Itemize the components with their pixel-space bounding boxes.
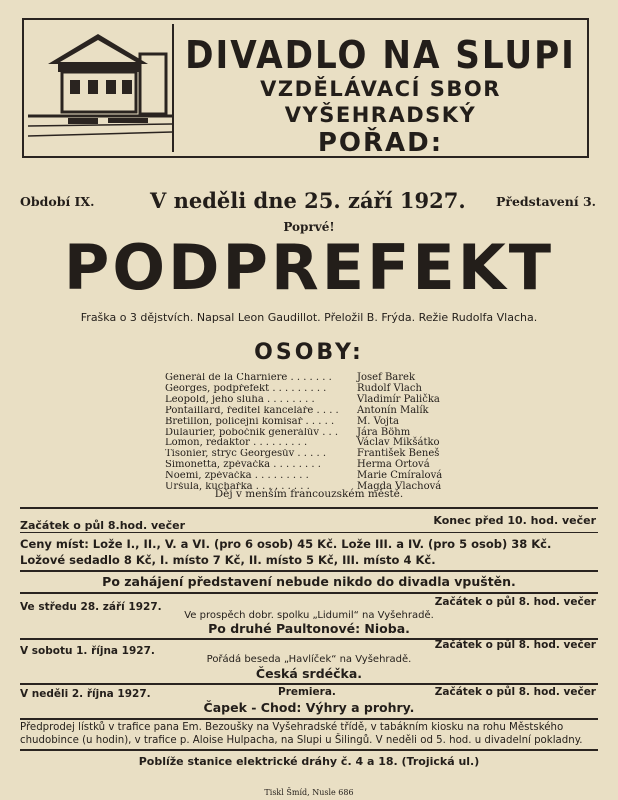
divider xyxy=(20,718,598,720)
cast-role: Dulaurier, pobočník generálův . . . xyxy=(165,427,339,438)
season-label: Období IX. xyxy=(20,194,95,209)
tram-info: Poblíže stanice elektrické dráhy č. 4 a 18. (Trojická ul.) xyxy=(138,755,480,768)
divider xyxy=(20,749,598,751)
cast-actor: Magda Vlachová xyxy=(357,481,442,493)
cast-heading: OSOBY: xyxy=(254,340,364,365)
cast-row xyxy=(165,417,465,428)
event-date: V sobotu 1. října 1927. xyxy=(20,645,155,657)
start-time: Začátek o půl 8.hod. večer xyxy=(20,519,186,532)
cast-role: Lomon, redaktor . . . . . . . . . xyxy=(165,438,308,449)
header-text xyxy=(174,20,587,156)
cast-actor: Vladimír Palička xyxy=(357,393,440,405)
event-note: Pořádá beseda „Havlíček“ na Vyšehradě. xyxy=(206,654,412,665)
cast-role: Georges, podpřefekt . . . . . . . . . xyxy=(165,383,327,394)
theater-name: DIVADLO NA SLUPI xyxy=(185,33,576,77)
event-title: Po druhé Paultonové: Nioba. xyxy=(208,621,410,636)
cast-role: Simonetta, zpěvačka . . . . . . . . xyxy=(165,460,321,471)
cast-role: Tisonier, strýc Georgesův . . . . . xyxy=(165,449,327,460)
cast-role: Generál de la Charniere . . . . . . . xyxy=(165,373,332,383)
cast-actor: Rudolf Vlach xyxy=(357,382,422,394)
event-title: Čapek - Chod: Výhry a prohry. xyxy=(203,700,415,715)
cast-actor: M. Vojta xyxy=(357,415,400,427)
theater-building-illustration xyxy=(28,24,174,152)
no-entry-notice: Po zahájení představení nebude nikdo do divadla vpuštěn. xyxy=(102,574,516,589)
event-title: Česká srdéčka. xyxy=(255,666,363,681)
cast-actor: Marie Cmíralová xyxy=(357,470,443,482)
premiere-label: Poprvé! xyxy=(283,220,335,234)
cast-role: Noemi, zpěvačka . . . . . . . . . xyxy=(165,471,309,482)
event-time: Začátek o půl 8. hod. večer xyxy=(434,686,596,698)
divider xyxy=(20,570,598,572)
premiere-tag: Premiera. xyxy=(278,686,336,698)
event-note: Ve prospěch dobr. spolku „Lidumil“ na Vyšehradě. xyxy=(184,610,434,621)
event-date: Ve středu 28. září 1927. xyxy=(20,601,162,613)
cast-actor: Herma Ortová xyxy=(357,459,430,471)
cast-actor: Josef Barek xyxy=(357,372,416,383)
cast-role: Pontaillard, ředitel kanceláře . . . . xyxy=(165,405,339,416)
cast-row xyxy=(165,406,465,417)
organization-name: VZDĚLÁVACÍ SBOR VYŠEHRADSKÝ xyxy=(260,77,501,127)
performance-number: Představení 3. xyxy=(495,194,596,209)
end-time: Konec před 10. hod. večer xyxy=(433,514,596,527)
cast-role: Uršula, kuchařka . . . . . . . . . xyxy=(165,482,310,493)
cast-role: Leopold, jeho sluha . . . . . . . . xyxy=(165,394,315,405)
printer-credit: Tiskl Šmíd, Nusle 686 xyxy=(264,788,354,797)
divider xyxy=(20,683,598,685)
cast-actor: Jára Böhm xyxy=(357,426,411,438)
setting-text: Děj v menším francouzském městě. xyxy=(214,488,404,500)
event-time: Začátek o půl 8. hod. večer xyxy=(434,596,596,608)
cast-actor: Václav Mikšátko xyxy=(357,437,440,449)
play-credits: Fraška o 3 dějstvích. Napsal Leon Gaudillot. Přeložil B. Frýda. Režie Rudolfa Vlacha. xyxy=(80,311,538,324)
performance-date: V neděli dne 25. září 1927. xyxy=(150,188,466,213)
cast-actor: Antonín Malík xyxy=(357,404,429,416)
presale-info: Předprodej lístků v trafice pana Em. Bezoušky na Vyšehradské třídě, v tabákním kiosku na rohu Městského chudobince (u hodin), v trafice p. Aloise Hulpacha, na Slupi u Šilingů. V neděli od 5. hod. u divadelní pokladny. xyxy=(20,722,583,746)
event-time: Začátek o půl 8. hod. večer xyxy=(434,639,596,651)
cast-role: Bretillon, policejní komisař . . . . . xyxy=(165,416,335,427)
divider xyxy=(20,592,598,594)
event-date: V neděli 2. října 1927. xyxy=(20,688,151,700)
header-box xyxy=(22,18,589,158)
play-title: PODPREFEKT xyxy=(63,231,555,304)
program-heading: POŘAD: xyxy=(317,128,444,158)
divider xyxy=(20,507,598,509)
cast-actor: František Beneš xyxy=(357,448,440,460)
cast-list xyxy=(165,373,465,493)
divider xyxy=(20,532,598,533)
ticket-prices: Ceny míst: Lože I., II., V. a VI. (pro 6 osob) 45 Kč. Lože III. a IV. (pro 5 osob) 38 Kč. Ložové sedadlo 8 Kč, I. místo 7 Kč, II. místo 5 Kč, III. místo 4 Kč. xyxy=(20,537,552,567)
